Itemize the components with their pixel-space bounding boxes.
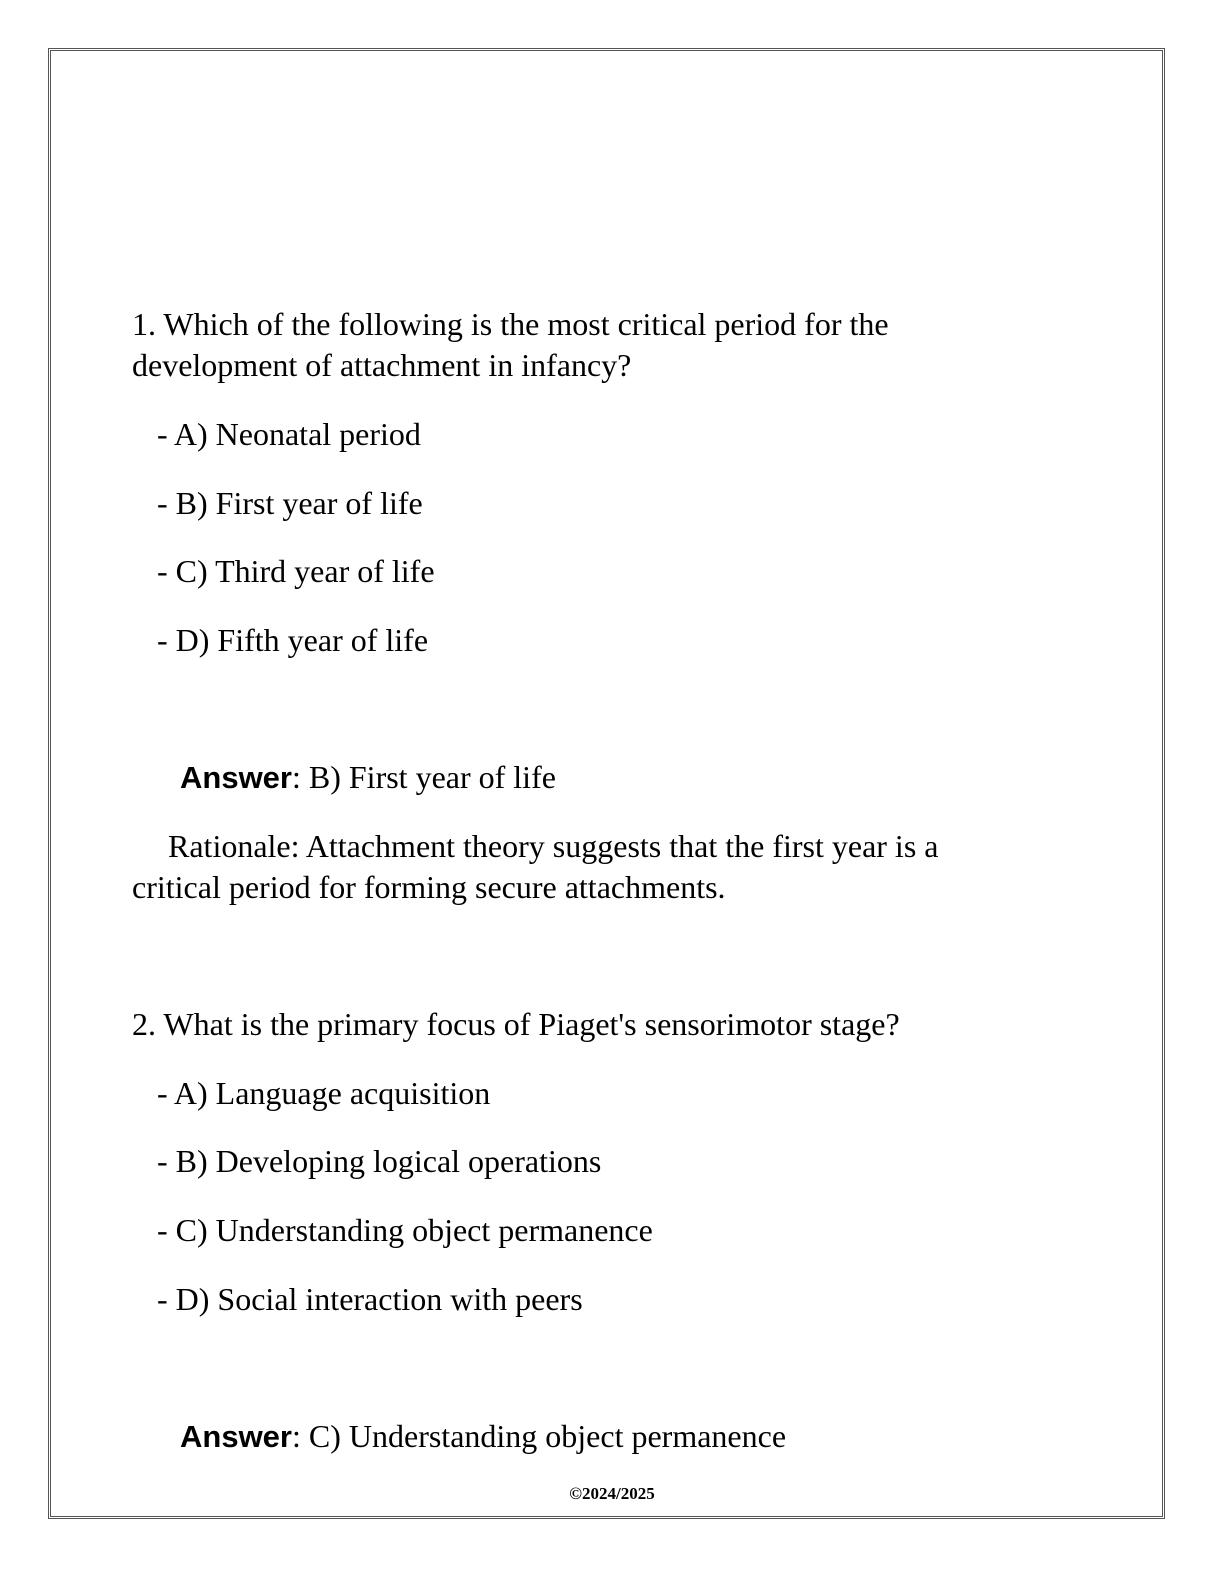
answer-label: Answer xyxy=(180,1419,292,1454)
question-1-option-c: - C) Third year of life xyxy=(157,553,435,589)
question-1-text-line-1: 1. Which of the following is the most critical period for the xyxy=(132,306,889,342)
question-2-answer xyxy=(180,1416,786,1457)
question-2-option-c: - C) Understanding object permanence xyxy=(157,1212,653,1248)
answer-label: Answer xyxy=(180,760,292,795)
question-2-option-d: - D) Social interaction with peers xyxy=(157,1281,583,1317)
question-1-option-d: - D) Fifth year of life xyxy=(157,622,429,658)
question-2-option-b: - B) Developing logical operations xyxy=(157,1143,602,1179)
question-1-option-a: - A) Neonatal period xyxy=(157,416,421,452)
answer-value: : B) First year of life xyxy=(291,759,556,795)
question-2-option-a: - A) Language acquisition xyxy=(157,1075,491,1111)
answer-value: : C) Understanding object permanence xyxy=(291,1418,787,1454)
question-1-option-b: - B) First year of life xyxy=(157,485,423,521)
copyright-footer: ©2024/2025 xyxy=(569,1484,655,1503)
question-1-rationale-line-1: Rationale: Attachment theory suggests that the first year is a xyxy=(168,828,939,864)
question-1-text-line-2: development of attachment in infancy? xyxy=(132,347,632,383)
question-1-rationale-line-2: critical period for forming secure attachments. xyxy=(132,869,726,905)
question-2-text: 2. What is the primary focus of Piaget's sensorimotor stage? xyxy=(132,1006,900,1042)
question-1-answer xyxy=(180,757,556,798)
